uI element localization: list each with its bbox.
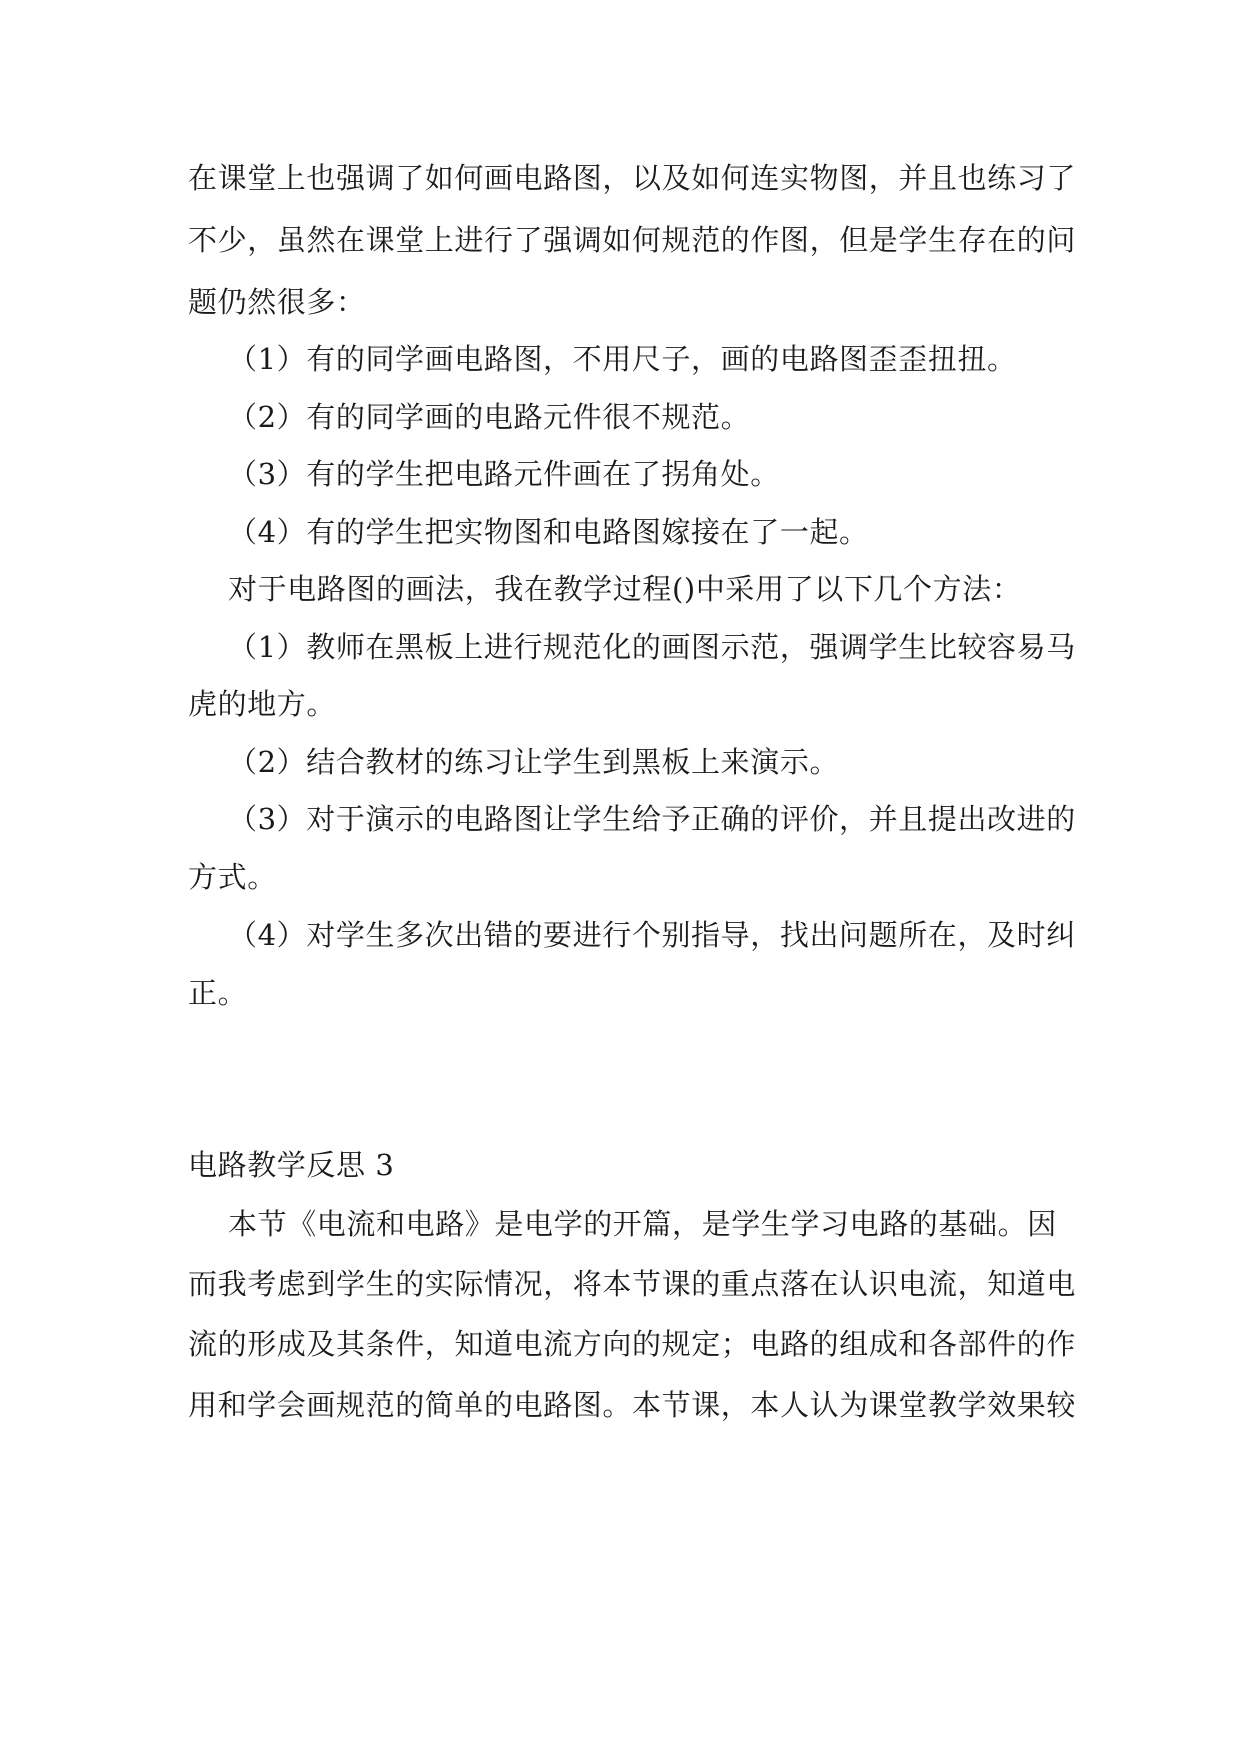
list-item: （3）有的学生把电路元件画在了拐角处。 (228, 457, 780, 491)
paragraph-line: 题仍然很多： (188, 285, 366, 319)
paragraph-line: 在课堂上也强调了如何画电路图，以及如何连实物图，并且也练习了 (188, 161, 1077, 195)
paragraph-line: 流的形成及其条件，知道电流方向的规定；电路的组成和各部件的作 (188, 1327, 1077, 1361)
paragraph-line: 正。 (188, 976, 248, 1010)
paragraph-line: 而我考虑到学生的实际情况，将本节课的重点落在认识电流，知道电 (188, 1267, 1077, 1301)
list-item: （4）有的学生把实物图和电路图嫁接在了一起。 (228, 515, 869, 549)
section-heading: 电路教学反思 3 (188, 1148, 395, 1182)
paragraph-line: 本节《电流和电路》是电学的开篇，是学生学习电路的基础。因 (228, 1207, 1057, 1241)
list-item: （2）有的同学画的电路元件很不规范。 (228, 400, 751, 434)
paragraph-line: 虎的地方。 (188, 687, 337, 721)
paragraph-line: 方式。 (188, 860, 277, 894)
list-item: （4）对学生多次出错的要进行个别指导，找出问题所在，及时纠 (228, 918, 1076, 952)
list-item: （1）有的同学画电路图，不用尺子，画的电路图歪歪扭扭。 (228, 342, 1017, 376)
list-item: （3）对于演示的电路图让学生给予正确的评价，并且提出改进的 (228, 802, 1076, 836)
paragraph-line: 对于电路图的画法，我在教学过程()中采用了以下几个方法： (228, 572, 1022, 606)
paragraph-line: 用和学会画规范的简单的电路图。本节课，本人认为课堂教学效果较 (188, 1388, 1077, 1422)
paragraph-line: 不少，虽然在课堂上进行了强调如何规范的作图，但是学生存在的问 (188, 223, 1077, 257)
list-item: （2）结合教材的练习让学生到黑板上来演示。 (228, 745, 840, 779)
list-item: （1）教师在黑板上进行规范化的画图示范，强调学生比较容易马 (228, 630, 1076, 664)
